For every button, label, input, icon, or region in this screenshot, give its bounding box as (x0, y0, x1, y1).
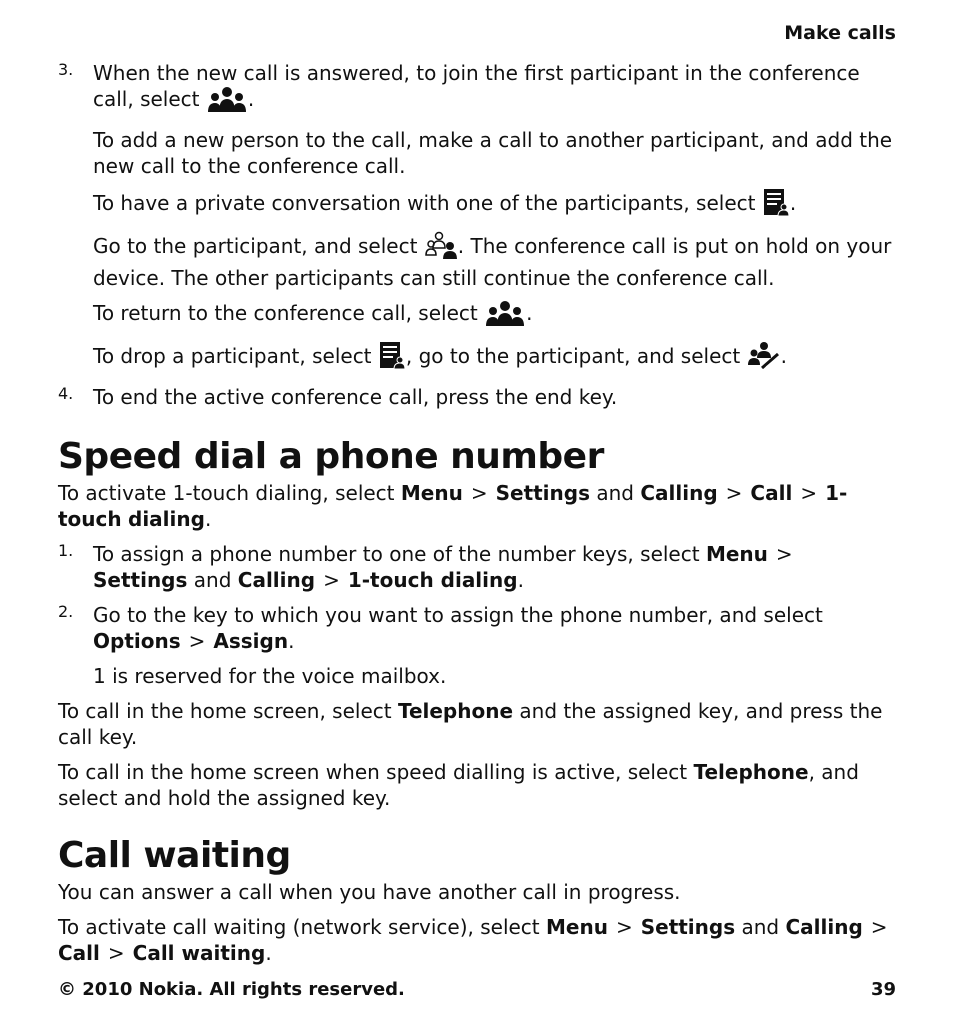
paragraph: When the new call is answered, to join the first participant in the conference call, select . (93, 60, 896, 118)
page-number: 39 (870, 979, 896, 1000)
list-number: 1. (58, 541, 74, 560)
paragraph: You can answer a call when you have another call in progress. (58, 880, 681, 904)
list-item-4 (58, 384, 896, 410)
paragraph: To return to the conference call, select . (93, 300, 896, 332)
participants-list-icon (763, 188, 789, 222)
list-item-3 (58, 60, 896, 375)
page-footer (58, 979, 896, 1000)
paragraph: To drop a participant, select , go to the participant, and select . (93, 341, 896, 375)
list-number: 2. (58, 602, 74, 621)
paragraph: To call in the home screen when speed dialling is active, select Telephone, and select and hold the assigned key. (58, 760, 859, 810)
conference-icon (207, 86, 247, 118)
content (58, 60, 896, 975)
list-number: 3. (58, 60, 74, 79)
drop-participant-icon (748, 341, 780, 375)
paragraph: To activate call waiting (network service), select Menu > Settings and Calling > Call > Call waiting. (58, 915, 888, 965)
paragraph: Go to the key to which you want to assign the phone number, and select Options > Assign. (93, 603, 823, 653)
paragraph: To call in the home screen, select Telephone and the assigned key, and press the call key. (58, 699, 883, 749)
paragraph: Go to the participant, and select . The conference call is put on hold on your device. The other participants can still continue the conference call. (93, 231, 896, 291)
paragraph: To end the active conference call, press the end key. (93, 385, 618, 409)
paragraph: To assign a phone number to one of the number keys, select Menu > Settings and Calling > 1-touch dialing. (93, 542, 793, 592)
section-heading: Speed dial a phone number (58, 436, 604, 477)
running-header: Make calls (784, 22, 896, 44)
participants-list-icon (379, 341, 405, 375)
copyright: © 2010 Nokia. All rights reserved. (58, 979, 405, 1000)
private-icon (425, 231, 457, 265)
list-number: 4. (58, 384, 74, 403)
paragraph: 1 is reserved for the voice mailbox. (93, 664, 447, 688)
conference-icon (485, 300, 525, 332)
list-item-2 (58, 602, 896, 689)
section-heading: Call waiting (58, 835, 291, 876)
list-item-1 (58, 541, 896, 593)
paragraph: To activate 1-touch dialing, select Menu > Settings and Calling > Call > 1-touch dialing. (58, 481, 848, 531)
paragraph: To have a private conversation with one of the participants, select . (93, 188, 896, 222)
paragraph: To add a new person to the call, make a call to another participant, and add the new call to the conference call. (93, 128, 893, 178)
